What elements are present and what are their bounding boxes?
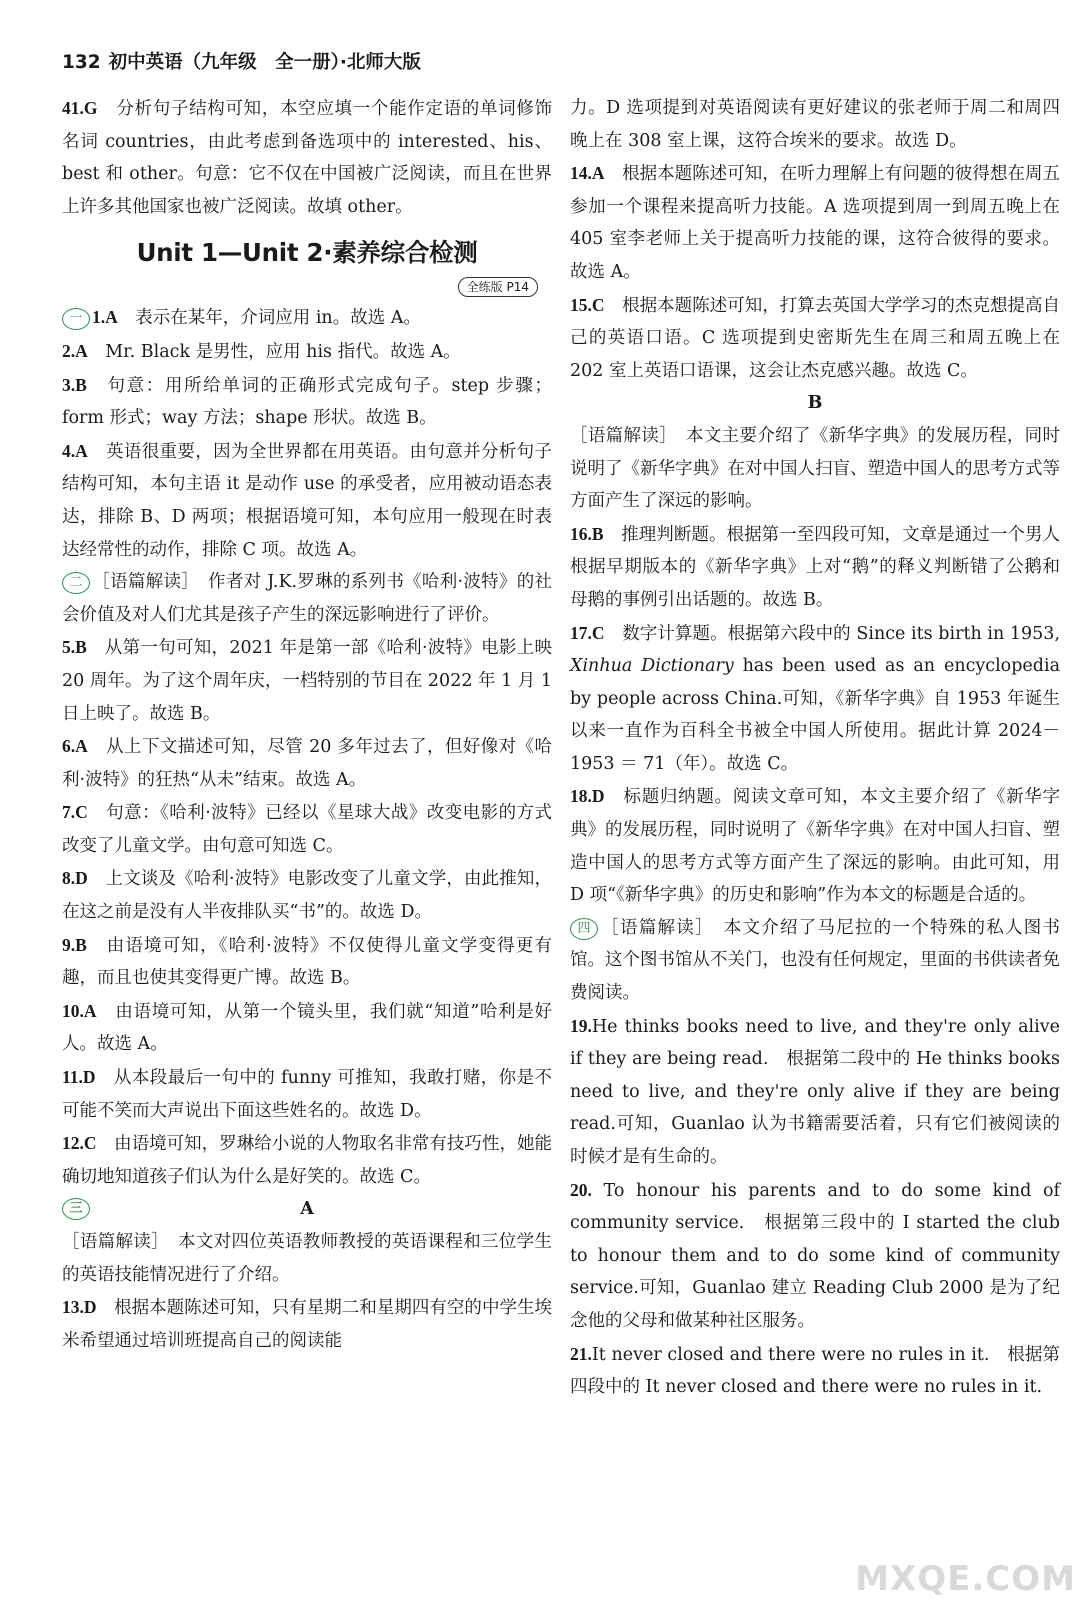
section-badge-4: 四 (570, 918, 598, 940)
answer-16: 16.B 推理判断题。根据第一至四段可知，文章是通过一个男人根据早期版本的《新华字典》上对“鹅”的释义判断错了公鹅和母鹅的事例引出话题的。故选 B。 (570, 523, 1061, 610)
section-badge-3: 三 (62, 1198, 90, 1220)
answer-11: 11.D 从本段最后一句中的 funny 可推知，我敢打赌，你是不可能不笑而大声说出下面这些姓名的。故选 D。 (62, 1067, 552, 1121)
reading-note-2: 二 ［语篇解读］ 作者对 J.K.罗琳的系列书《哈利·波特》的社会价值及对人们尤其是孩子产生的深远影响进行了评价。 (62, 572, 552, 625)
answer-5: 5.B 从第一句可知，2021 年是第一部《哈利·波特》电影上映 20 周年。为了这个周年庆，一档特别的节目在 2022 年 1 月 1 日上映了。故选 B。 (62, 637, 552, 724)
passage-b-heading: B (807, 393, 823, 414)
answer-17: 17.C 数字计算题。根据第六段中的 Since its birth in 1953, Xinhua Dictionary has been used as an encyclopedia by people across China.可知，《新华字典》自 1953 年诞生以来一直作为百科全书被全中国人所使用。据此计算 2024－1953 ＝ 71（年）。故选 C。 (570, 622, 1061, 774)
answer-19: 19.He thinks books need to live, and they're only alive if they are being read. 根据第二段中的 He thinks books need to live, and they're only alive if they are being read.可知，Guanlao 认为书籍需要活着，只有它们被阅读的时候才是有生命的。 (570, 1015, 1060, 1167)
answer-20: 20. To honour his parents and to do some kind of community service. 根据第三段中的 I started the club to honour them and to do some kind of community service.可知，Guanlao 建立 Reading Club 2000 是为了纪念他的父母和做某种社区服务。 (570, 1179, 1060, 1331)
answer-18: 18.D 标题归纳题。阅读文章可知，本文主要介绍了《新华字典》的发展历程，同时说明了《新华字典》在对中国人扫盲、塑造中国人的思考方式等方面产生了深远的影响。由此可知，用 D 项“《新华字典》的历史和影响”作为本文的标题是合适的。 (570, 786, 1061, 906)
answer-13-continued: 力。D 选项提到对英语阅读有更好建议的张老师于周二和周四晚上在 308 室上课，这符合埃米的要求。故选 D。 (570, 98, 1060, 151)
reading-note-b: ［语篇解读］ 本文主要介绍了《新华字典》的发展历程，同时说明了《新华字典》在对中国人扫盲、塑造中国人的思考方式等方面产生了深远的影响。 (570, 425, 1060, 512)
unit-title: Unit 1—Unit 2·素养综合检测 (136, 238, 478, 268)
answer-41: 41.G 分析句子结构可知，本空应填一个能作定语的单词修饰名词 countries，由此考虑到备选项中的 interested、his、best 和 other。句意：它不仅在中国被广泛阅读，而且在世界上许多其他国家也被广泛阅读。故填 other。 (62, 98, 553, 217)
answer-3: 3.B 句意：用所给单词的正确形式完成句子。step 步骤；form 形式；way 方法；shape 形状。故选 B。 (62, 374, 553, 429)
section-3-heading: 三 A (62, 1193, 552, 1226)
section-badge-2: 二 (62, 572, 90, 594)
answer-14: 14.A 根据本题陈述可知，在听力理解上有问题的彼得想在周五参加一个课程来提高听力技能。A 选项提到周一到周五晚上在 405 室李老师上关于提高听力技能的课，这符合彼得的要求。故选 A。 (570, 163, 1061, 282)
answer-4: 4.A 英语很重要，因为全世界都在用英语。由句意并分析句子结构可知，本句主语 it 是动作 use 的承受者，应用被动语态表达，排除 B、D 两项；根据语境可知，本句应用一般现在时表达经常性的动作，排除 C 项。故选 A。 (62, 440, 553, 560)
answer-9: 9.B 由语境可知，《哈利·波特》不仅使得儿童文学变得更有趣，而且也使其变得更广博。故选 B。 (62, 934, 552, 989)
answer-7: 7.C 句意：《哈利·波特》已经以《星球大战》改变电影的方式改变了儿童文学。由句意可知选 C。 (62, 802, 553, 856)
reading-note-4: 四 ［语篇解读］ 本文介绍了马尼拉的一个特殊的私人图书馆。这个图书馆从不关门，也没有任何规定，里面的书供读者免费阅读。 (570, 917, 1060, 1004)
book-title: 初中英语（九年级 全一册）·北师大版 (108, 52, 421, 73)
edition-tag: 全练版 P14 (458, 277, 538, 297)
page-number: 132 (62, 52, 101, 73)
answer-12: 12.C 由语境可知，罗琳给小说的人物取名非常有技巧性，她能确切地知道孩子们认为什么是好笑的。故选 C。 (62, 1133, 553, 1187)
edition-tag-row (62, 275, 552, 299)
answer-8: 8.D 上文谈及《哈利·波特》电影改变了儿童文学，由此推知，在这之前是没有人半夜排队买“书”的。故选 D。 (62, 868, 553, 923)
answer-6: 6.A 从上下文描述可知，尽管 20 多年过去了，但好像对《哈利·波特》的狂热“从未”结束。故选 A。 (62, 736, 552, 790)
left-column (62, 92, 552, 1357)
answer-15: 15.C 根据本题陈述可知，打算去英国大学学习的杰克想提高自己的英语口语。C 选项提到史密斯先生在周三和周五晚上在 202 室上英语口语课，这会让杰克感兴趣。故选 C。 (570, 294, 1061, 381)
section-badge-1: 一 (62, 308, 90, 330)
answer-2: 2.A Mr. Black 是男性，应用 his 指代。故选 A。 (62, 340, 461, 362)
answer-21: 21.It never closed and there were no rules in it. 根据第四段中的 It never closed and there were no rules in it. (570, 1343, 1060, 1398)
reading-note-3: ［语篇解读］ 本文对四位英语教师教授的英语课程和三位学生的英语技能情况进行了介绍。 (62, 1232, 552, 1285)
answer-1: 一 1.A 表示在某年，介词应用 in。故选 A。 (62, 301, 552, 335)
page-header (62, 48, 421, 78)
answer-10: 10.A 由语境可知，从第一个镜头里，我们就“知道”哈利是好人。故选 A。 (62, 1000, 552, 1055)
watermark: MXQE.COM (855, 1559, 1076, 1600)
answer-13: 13.D 根据本题陈述可知，只有星期二和星期四有空的中学生埃米希望通过培训班提高自己的阅读能 (62, 1297, 553, 1351)
right-column (570, 92, 1060, 1404)
